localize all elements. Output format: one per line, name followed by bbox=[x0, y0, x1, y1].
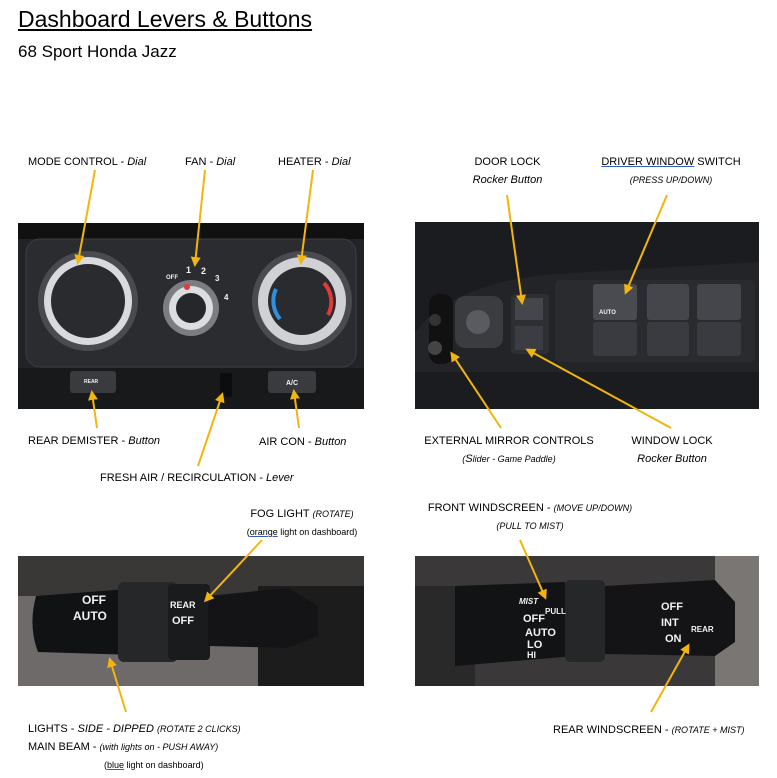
fan-1-marking: 1 bbox=[186, 265, 192, 275]
page-title: Dashboard Levers & Buttons bbox=[18, 6, 313, 32]
fog-rear-marking: REAR bbox=[170, 600, 196, 610]
rear-marking: REAR bbox=[84, 379, 99, 385]
wiper-off-marking: OFF bbox=[523, 613, 545, 625]
heater-label: HEATER - Dial bbox=[278, 156, 351, 168]
fan-3-marking: 3 bbox=[215, 274, 220, 283]
mirror-controls-label: EXTERNAL MIRROR CONTROLS (Slider - Game Paddle) bbox=[424, 435, 594, 465]
wiper-stalk-photo bbox=[415, 556, 759, 686]
fog-light-label: FOG LIGHT (ROTATE) (orange light on dashboard) bbox=[246, 508, 358, 537]
driver-window-label: DRIVER WINDOW SWITCH (PRESS UP/DOWN) bbox=[601, 156, 741, 185]
rear-on-marking: ON bbox=[665, 633, 682, 645]
mode-control-label: MODE CONTROL - Dial bbox=[28, 156, 147, 168]
fresh-air-label: FRESH AIR / RECIRCULATION - Lever bbox=[100, 472, 294, 484]
lights-label: LIGHTS - SIDE - DIPPED (ROTATE 2 CLICKS) MAIN BEAM - (with lights on - PUSH AWAY) bbox=[28, 723, 241, 753]
lights-stalk-photo bbox=[18, 556, 364, 686]
blue-light-note: (blue light on dashboard) bbox=[104, 760, 204, 770]
rear-demister-label: REAR DEMISTER - Button bbox=[28, 435, 161, 447]
air-con-label: AIR CON - Button bbox=[259, 436, 347, 448]
lights-auto-marking: AUTO bbox=[73, 609, 107, 623]
mist-marking: MIST bbox=[519, 597, 539, 606]
fan-2-marking: 2 bbox=[201, 266, 207, 276]
fan-off-marking: OFF bbox=[166, 275, 178, 281]
fog-off-marking: OFF bbox=[172, 615, 194, 627]
rear-windscreen-label: REAR WINDSCREEN - (ROTATE + MIST) bbox=[553, 724, 745, 736]
lights-off-marking: OFF bbox=[82, 593, 106, 607]
climate-panel-photo bbox=[18, 223, 364, 409]
front-windscreen-label: FRONT WINDSCREEN - (MOVE UP/DOWN) (PULL TO MIST) bbox=[427, 502, 633, 531]
fan-label: FAN - Dial bbox=[185, 156, 236, 168]
rear-int-marking: INT bbox=[661, 617, 679, 629]
pull-marking: PULL bbox=[545, 607, 566, 616]
door-lock-label: DOOR LOCK Rocker Button bbox=[472, 156, 543, 186]
page-subtitle: 68 Sport Honda Jazz bbox=[18, 42, 177, 61]
wiper-hi-marking: HI bbox=[527, 650, 536, 660]
wiper-auto-marking: AUTO bbox=[525, 627, 556, 639]
fan-4-marking: 4 bbox=[224, 293, 229, 302]
auto-marking: AUTO bbox=[599, 310, 616, 316]
window-lock-label: WINDOW LOCK Rocker Button bbox=[631, 435, 713, 465]
rear-off-marking: OFF bbox=[661, 601, 683, 613]
door-panel-photo bbox=[415, 222, 759, 409]
wiper-lo-marking: LO bbox=[527, 639, 543, 651]
rear-rear-marking: REAR bbox=[691, 625, 714, 634]
ac-marking: A/C bbox=[286, 380, 299, 387]
